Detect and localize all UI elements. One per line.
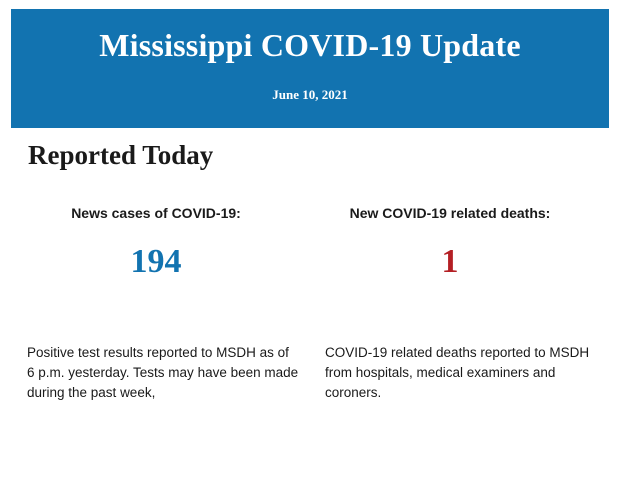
new-deaths-value: 1 [441,243,459,280]
header-band [11,9,609,128]
stat-block-new-deaths [305,205,595,281]
new-cases-description: Positive test results reported to MSDH as of 6 p.m. yesterday. Tests may have been made during the past week, [27,345,299,400]
page-title: Mississippi COVID-19 Update [99,27,521,63]
new-cases-value: 194 [130,243,182,280]
new-deaths-description: COVID-19 related deaths reported to MSDH from hospitals, medical examiners and coroners. [325,345,590,400]
section-heading: Reported Today [28,140,214,170]
new-deaths-label: New COVID-19 related deaths: [349,205,551,221]
stat-block-new-cases [11,205,301,281]
new-cases-label: News cases of COVID-19: [71,205,241,221]
report-date: June 10, 2021 [272,87,348,102]
